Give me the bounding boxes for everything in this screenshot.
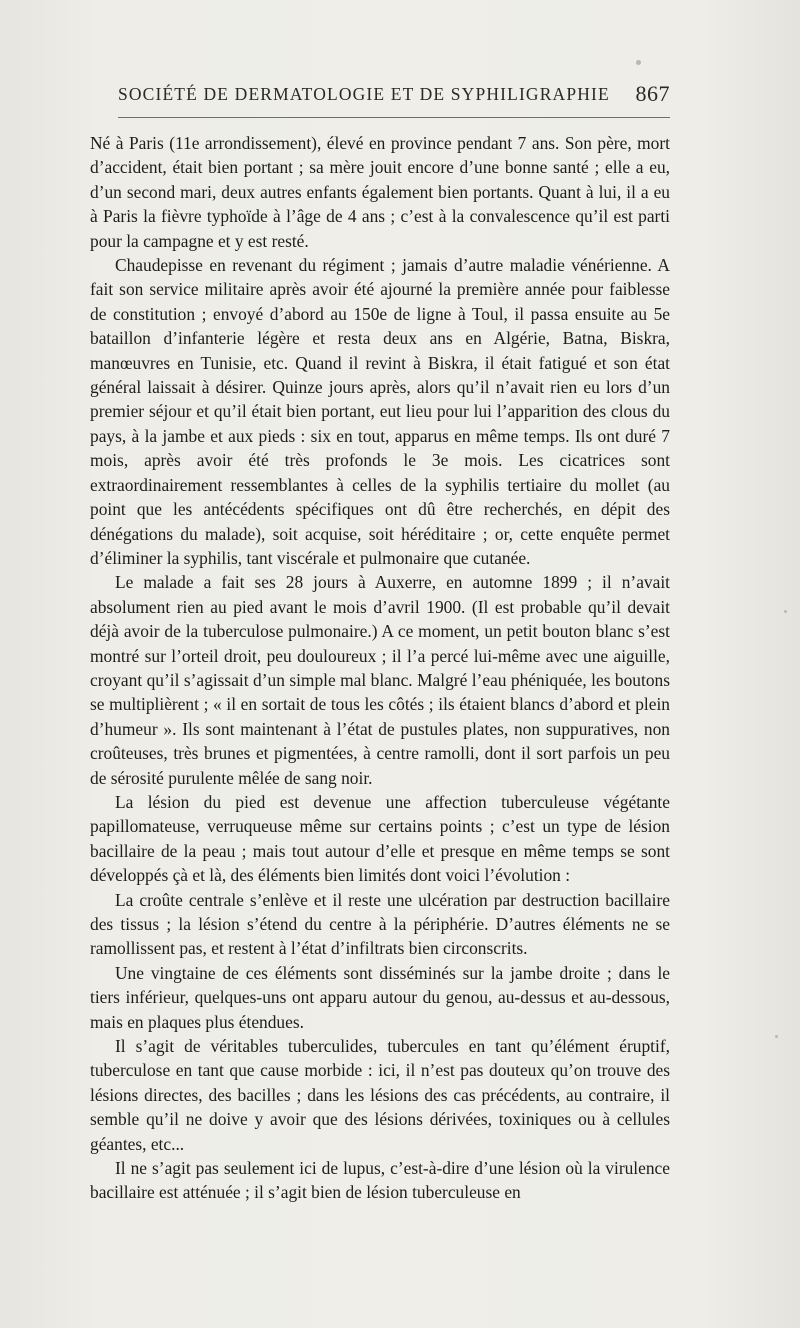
paragraph: Il ne s’agit pas seulement ici de lupus, c’est-à-dire d’une lésion où la virulence bacillaire est atténuée ; il s’agit bien de lésion tuberculeuse en (90, 1158, 670, 1203)
paragraph: La lésion du pied est devenue une affection tuberculeuse végétante papillomateuse, verruqueuse même sur certains points ; c’est un type de lésion bacillaire de la peau ; mais tout autour d’elle et presque en même temps se sont développés çà et là, des éléments bien limités dont voici l’évolution : (90, 791, 670, 886)
paragraph: Chaudepisse en revenant du régiment ; jamais d’autre maladie vénérienne. A fait son service militaire après avoir été ajourné la première année pour faiblesse de constitution ; envoyé d’abord au 150e de ligne à Toul, il passa ensuite au 5e bataillon d’infanterie légère et resta deux ans en Algérie, Batna, Biskra, manœuvres en Tunisie, etc. Quand il revint à Biskra, il était fatigué et son état général laissait à désirer. Quinze jours après, alors qu’il n’avait rien eu lors d’un premier séjour et qu’il était bien portant, eut lieu pour lui l’apparition des clous du pays, à la jambe et aux pieds : six en tout, apparus en même temps. Ils ont duré 7 mois, après avoir été très profonds le 3e mois. Les cicatrices sont extraordinairement ressemblantes à celles de la syphilis tertiaire du mollet (au point que les antécédents spécifiques ont dû être recherchés, en dépit des dénégations du malade), soit acquise, soit héréditaire ; or, cette enquête permet d’éliminer la syphilis, tant viscérale et pulmonaire que cutanée. (90, 255, 670, 568)
paper-speck (784, 610, 787, 613)
paragraph: Une vingtaine de ces éléments sont disséminés sur la jambe droite ; dans le tiers inférieur, quelques-uns ont apparu autour du genou, au-dessus et au-dessous, mais en plaques plus étendues. (90, 962, 670, 1032)
paper-speck (775, 1035, 778, 1038)
body-text (90, 131, 670, 1205)
paragraph: Né à Paris (11e arrondissement), élevé en province pendant 7 ans. Son père, mort d’accident, était bien portant ; sa mère jouit encore d’une bonne santé ; elle a eu, d’un second mari, deux autres enfants également bien portants. Quant à lui, il a eu à Paris la fièvre typhoïde à l’âge de 4 ans ; c’est à la convalescence qu’il est parti pour la campagne et y est resté. (90, 133, 670, 251)
paragraph: Il s’agit de véritables tuberculides, tubercules en tant qu’élément éruptif, tuberculose en tant que cause morbide : ici, il n’est pas douteux qu’on trouve des lésions directes, des bacilles ; dans les lésions des cas précédents, au contraire, il semble qu’il ne doive y avoir que des lésions dérivées, toxiniques ou à cellules géantes, etc... (90, 1036, 670, 1154)
paragraph: La croûte centrale s’enlève et il reste une ulcération par destruction bacillaire des tissus ; la lésion s’étend du centre à la périphérie. D’autres éléments ne se ramollissent pas, et restent à l’état d’infiltrats bien circonscrits. (90, 889, 670, 959)
page-header (118, 81, 670, 114)
header-rule (118, 117, 670, 118)
running-head: SOCIÉTÉ DE DERMATOLOGIE ET DE SYPHILIGRAPHIE (118, 84, 610, 104)
paper-speck (636, 60, 641, 65)
paragraph: Le malade a fait ses 28 jours à Auxerre, en automne 1899 ; il n’avait absolument rien au pied avant le mois d’avril 1900. (Il est probable qu’il devait déjà avoir de la tuberculose pulmonaire.) A ce moment, un petit bouton blanc s’est montré sur l’orteil droit, peu douloureux ; il l’a percé lui-même avec une aiguille, croyant qu’il s’agissait d’un simple mal blanc. Malgré l’eau phéniquée, les boutons se multiplièrent ; « il en sortait de tous les côtés ; ils étaient blancs d’abord et plein d’humeur ». Ils sont maintenant à l’état de pustules plates, non suppuratives, non croûteuses, très brunes et pigmentées, à centre ramolli, dont il sort parfois un peu de sérosité purulente mêlée de sang noir. (90, 572, 670, 788)
page-number: 867 (635, 81, 670, 106)
